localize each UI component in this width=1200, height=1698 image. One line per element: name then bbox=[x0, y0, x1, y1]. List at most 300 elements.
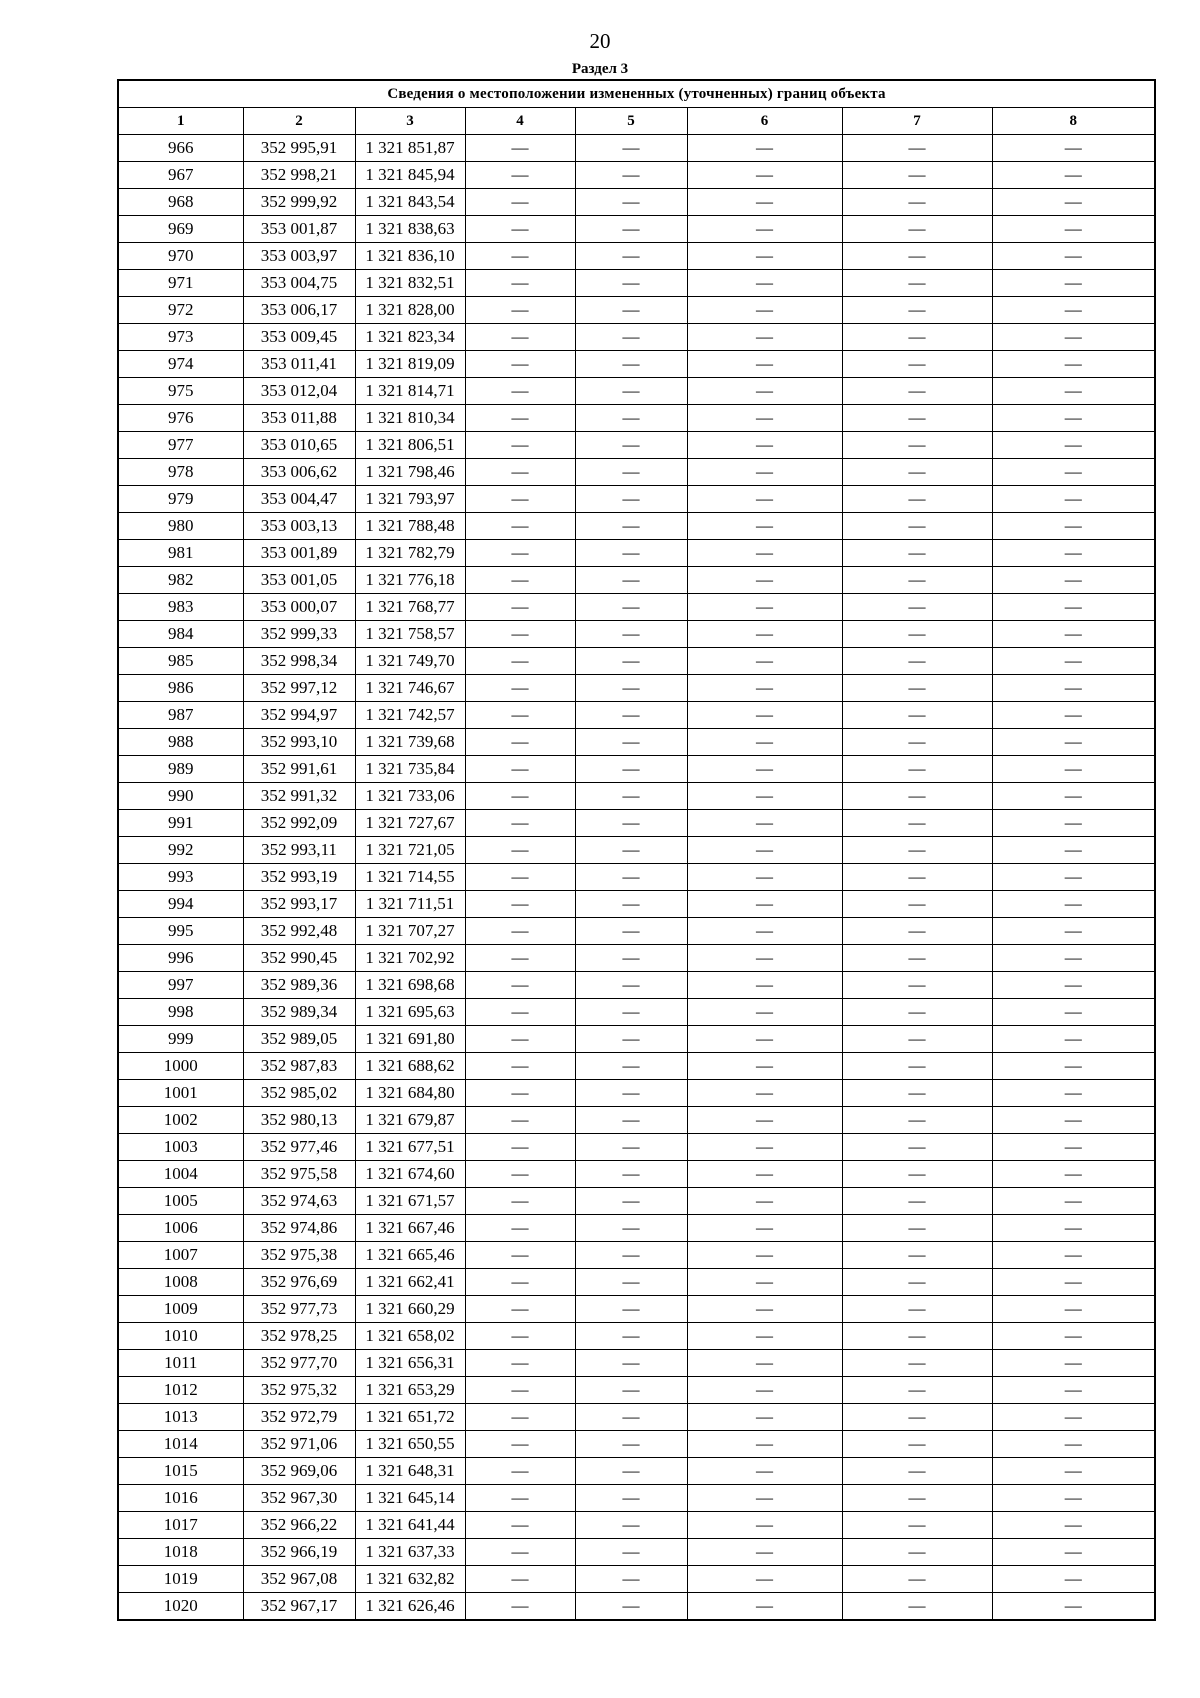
table-row bbox=[118, 1161, 1155, 1188]
empty-value-dash: — bbox=[687, 486, 842, 513]
empty-value-dash: — bbox=[575, 1107, 687, 1134]
empty-value-dash: — bbox=[992, 324, 1155, 351]
table-row bbox=[118, 351, 1155, 378]
empty-value-dash: — bbox=[575, 1431, 687, 1458]
x-coordinate-cell: 353 001,87 bbox=[243, 216, 355, 243]
point-number-cell: 997 bbox=[118, 972, 243, 999]
table-row bbox=[118, 1107, 1155, 1134]
empty-value-dash: — bbox=[842, 1377, 992, 1404]
empty-value-dash: — bbox=[992, 1026, 1155, 1053]
table-row bbox=[118, 810, 1155, 837]
empty-value-dash: — bbox=[842, 675, 992, 702]
empty-value-dash: — bbox=[465, 945, 575, 972]
y-coordinate-cell: 1 321 819,09 bbox=[355, 351, 465, 378]
table-row bbox=[118, 189, 1155, 216]
empty-value-dash: — bbox=[842, 351, 992, 378]
point-number-cell: 1006 bbox=[118, 1215, 243, 1242]
y-coordinate-cell: 1 321 814,71 bbox=[355, 378, 465, 405]
empty-value-dash: — bbox=[465, 135, 575, 162]
empty-value-dash: — bbox=[575, 810, 687, 837]
empty-value-dash: — bbox=[842, 162, 992, 189]
point-number-cell: 984 bbox=[118, 621, 243, 648]
empty-value-dash: — bbox=[687, 918, 842, 945]
x-coordinate-cell: 353 009,45 bbox=[243, 324, 355, 351]
x-coordinate-cell: 352 989,05 bbox=[243, 1026, 355, 1053]
point-number-cell: 1003 bbox=[118, 1134, 243, 1161]
table-row bbox=[118, 864, 1155, 891]
table-header-row bbox=[118, 108, 1155, 135]
empty-value-dash: — bbox=[992, 783, 1155, 810]
y-coordinate-cell: 1 321 832,51 bbox=[355, 270, 465, 297]
table-row bbox=[118, 1053, 1155, 1080]
empty-value-dash: — bbox=[575, 351, 687, 378]
x-coordinate-cell: 352 993,19 bbox=[243, 864, 355, 891]
empty-value-dash: — bbox=[842, 621, 992, 648]
table-row bbox=[118, 945, 1155, 972]
empty-value-dash: — bbox=[842, 432, 992, 459]
coordinates-table-body bbox=[118, 80, 1155, 1620]
empty-value-dash: — bbox=[575, 891, 687, 918]
empty-value-dash: — bbox=[687, 216, 842, 243]
point-number-cell: 967 bbox=[118, 162, 243, 189]
empty-value-dash: — bbox=[687, 1161, 842, 1188]
empty-value-dash: — bbox=[687, 513, 842, 540]
empty-value-dash: — bbox=[575, 1161, 687, 1188]
empty-value-dash: — bbox=[687, 1404, 842, 1431]
empty-value-dash: — bbox=[465, 1350, 575, 1377]
point-number-cell: 1013 bbox=[118, 1404, 243, 1431]
coordinates-table bbox=[117, 79, 1156, 1621]
empty-value-dash: — bbox=[842, 189, 992, 216]
y-coordinate-cell: 1 321 656,31 bbox=[355, 1350, 465, 1377]
y-coordinate-cell: 1 321 843,54 bbox=[355, 189, 465, 216]
empty-value-dash: — bbox=[992, 1134, 1155, 1161]
empty-value-dash: — bbox=[465, 513, 575, 540]
y-coordinate-cell: 1 321 749,70 bbox=[355, 648, 465, 675]
empty-value-dash: — bbox=[992, 1485, 1155, 1512]
empty-value-dash: — bbox=[465, 1593, 575, 1621]
table-row bbox=[118, 837, 1155, 864]
table-row bbox=[118, 999, 1155, 1026]
table-row bbox=[118, 1215, 1155, 1242]
empty-value-dash: — bbox=[842, 945, 992, 972]
empty-value-dash: — bbox=[687, 135, 842, 162]
empty-value-dash: — bbox=[465, 405, 575, 432]
point-number-cell: 971 bbox=[118, 270, 243, 297]
empty-value-dash: — bbox=[575, 675, 687, 702]
empty-value-dash: — bbox=[465, 729, 575, 756]
point-number-cell: 1019 bbox=[118, 1566, 243, 1593]
empty-value-dash: — bbox=[465, 999, 575, 1026]
empty-value-dash: — bbox=[992, 1539, 1155, 1566]
point-number-cell: 1001 bbox=[118, 1080, 243, 1107]
empty-value-dash: — bbox=[687, 405, 842, 432]
empty-value-dash: — bbox=[842, 1323, 992, 1350]
point-number-cell: 1011 bbox=[118, 1350, 243, 1377]
table-row bbox=[118, 1134, 1155, 1161]
empty-value-dash: — bbox=[687, 1080, 842, 1107]
empty-value-dash: — bbox=[842, 135, 992, 162]
empty-value-dash: — bbox=[992, 1188, 1155, 1215]
empty-value-dash: — bbox=[575, 783, 687, 810]
x-coordinate-cell: 353 003,97 bbox=[243, 243, 355, 270]
empty-value-dash: — bbox=[842, 270, 992, 297]
section-title: Раздел 3 bbox=[571, 61, 629, 77]
x-coordinate-cell: 352 977,70 bbox=[243, 1350, 355, 1377]
empty-value-dash: — bbox=[465, 1053, 575, 1080]
y-coordinate-cell: 1 321 671,57 bbox=[355, 1188, 465, 1215]
point-number-cell: 966 bbox=[118, 135, 243, 162]
column-header: 2 bbox=[243, 108, 355, 135]
empty-value-dash: — bbox=[992, 621, 1155, 648]
x-coordinate-cell: 352 967,30 bbox=[243, 1485, 355, 1512]
empty-value-dash: — bbox=[842, 729, 992, 756]
point-number-cell: 977 bbox=[118, 432, 243, 459]
empty-value-dash: — bbox=[575, 729, 687, 756]
point-number-cell: 970 bbox=[118, 243, 243, 270]
empty-value-dash: — bbox=[842, 1539, 992, 1566]
column-header: 3 bbox=[355, 108, 465, 135]
x-coordinate-cell: 353 004,47 bbox=[243, 486, 355, 513]
empty-value-dash: — bbox=[992, 945, 1155, 972]
x-coordinate-cell: 352 974,63 bbox=[243, 1188, 355, 1215]
empty-value-dash: — bbox=[687, 1134, 842, 1161]
point-number-cell: 972 bbox=[118, 297, 243, 324]
empty-value-dash: — bbox=[465, 1323, 575, 1350]
empty-value-dash: — bbox=[842, 1215, 992, 1242]
empty-value-dash: — bbox=[992, 1512, 1155, 1539]
empty-value-dash: — bbox=[687, 189, 842, 216]
empty-value-dash: — bbox=[575, 540, 687, 567]
x-coordinate-cell: 352 978,25 bbox=[243, 1323, 355, 1350]
empty-value-dash: — bbox=[687, 648, 842, 675]
y-coordinate-cell: 1 321 746,67 bbox=[355, 675, 465, 702]
point-number-cell: 980 bbox=[118, 513, 243, 540]
x-coordinate-cell: 352 971,06 bbox=[243, 1431, 355, 1458]
x-coordinate-cell: 352 999,92 bbox=[243, 189, 355, 216]
empty-value-dash: — bbox=[842, 243, 992, 270]
x-coordinate-cell: 352 966,19 bbox=[243, 1539, 355, 1566]
empty-value-dash: — bbox=[465, 756, 575, 783]
empty-value-dash: — bbox=[465, 1539, 575, 1566]
table-caption: Сведения о местоположении измененных (уточненных) границ объекта bbox=[118, 80, 1155, 108]
x-coordinate-cell: 353 001,89 bbox=[243, 540, 355, 567]
x-coordinate-cell: 352 985,02 bbox=[243, 1080, 355, 1107]
empty-value-dash: — bbox=[992, 1296, 1155, 1323]
table-row bbox=[118, 756, 1155, 783]
empty-value-dash: — bbox=[465, 1026, 575, 1053]
table-row bbox=[118, 594, 1155, 621]
empty-value-dash: — bbox=[687, 297, 842, 324]
empty-value-dash: — bbox=[575, 648, 687, 675]
y-coordinate-cell: 1 321 653,29 bbox=[355, 1377, 465, 1404]
empty-value-dash: — bbox=[992, 432, 1155, 459]
x-coordinate-cell: 352 998,21 bbox=[243, 162, 355, 189]
table-row bbox=[118, 297, 1155, 324]
empty-value-dash: — bbox=[575, 756, 687, 783]
y-coordinate-cell: 1 321 695,63 bbox=[355, 999, 465, 1026]
empty-value-dash: — bbox=[465, 837, 575, 864]
y-coordinate-cell: 1 321 828,00 bbox=[355, 297, 465, 324]
table-row bbox=[118, 918, 1155, 945]
y-coordinate-cell: 1 321 721,05 bbox=[355, 837, 465, 864]
empty-value-dash: — bbox=[575, 1458, 687, 1485]
empty-value-dash: — bbox=[842, 891, 992, 918]
empty-value-dash: — bbox=[465, 1269, 575, 1296]
empty-value-dash: — bbox=[687, 1296, 842, 1323]
empty-value-dash: — bbox=[842, 837, 992, 864]
empty-value-dash: — bbox=[465, 1404, 575, 1431]
empty-value-dash: — bbox=[842, 1107, 992, 1134]
empty-value-dash: — bbox=[992, 1377, 1155, 1404]
empty-value-dash: — bbox=[465, 297, 575, 324]
empty-value-dash: — bbox=[842, 1296, 992, 1323]
table-row bbox=[118, 459, 1155, 486]
column-header: 5 bbox=[575, 108, 687, 135]
table-row bbox=[118, 1458, 1155, 1485]
table-row bbox=[118, 675, 1155, 702]
empty-value-dash: — bbox=[992, 540, 1155, 567]
y-coordinate-cell: 1 321 684,80 bbox=[355, 1080, 465, 1107]
empty-value-dash: — bbox=[842, 1566, 992, 1593]
y-coordinate-cell: 1 321 641,44 bbox=[355, 1512, 465, 1539]
table-caption-row bbox=[118, 80, 1155, 108]
y-coordinate-cell: 1 321 711,51 bbox=[355, 891, 465, 918]
table-row bbox=[118, 486, 1155, 513]
y-coordinate-cell: 1 321 714,55 bbox=[355, 864, 465, 891]
empty-value-dash: — bbox=[992, 648, 1155, 675]
empty-value-dash: — bbox=[687, 1593, 842, 1621]
empty-value-dash: — bbox=[575, 837, 687, 864]
empty-value-dash: — bbox=[842, 1485, 992, 1512]
y-coordinate-cell: 1 321 660,29 bbox=[355, 1296, 465, 1323]
empty-value-dash: — bbox=[992, 297, 1155, 324]
point-number-cell: 1007 bbox=[118, 1242, 243, 1269]
point-number-cell: 979 bbox=[118, 486, 243, 513]
table-row bbox=[118, 540, 1155, 567]
empty-value-dash: — bbox=[842, 1053, 992, 1080]
empty-value-dash: — bbox=[575, 513, 687, 540]
empty-value-dash: — bbox=[842, 1188, 992, 1215]
empty-value-dash: — bbox=[687, 594, 842, 621]
empty-value-dash: — bbox=[575, 486, 687, 513]
table-row bbox=[118, 1593, 1155, 1621]
empty-value-dash: — bbox=[687, 1539, 842, 1566]
empty-value-dash: — bbox=[992, 135, 1155, 162]
x-coordinate-cell: 352 977,46 bbox=[243, 1134, 355, 1161]
x-coordinate-cell: 352 989,34 bbox=[243, 999, 355, 1026]
empty-value-dash: — bbox=[842, 864, 992, 891]
point-number-cell: 994 bbox=[118, 891, 243, 918]
y-coordinate-cell: 1 321 836,10 bbox=[355, 243, 465, 270]
empty-value-dash: — bbox=[992, 972, 1155, 999]
empty-value-dash: — bbox=[575, 189, 687, 216]
y-coordinate-cell: 1 321 688,62 bbox=[355, 1053, 465, 1080]
x-coordinate-cell: 352 987,83 bbox=[243, 1053, 355, 1080]
empty-value-dash: — bbox=[992, 270, 1155, 297]
empty-value-dash: — bbox=[465, 1458, 575, 1485]
empty-value-dash: — bbox=[575, 405, 687, 432]
point-number-cell: 1010 bbox=[118, 1323, 243, 1350]
point-number-cell: 1008 bbox=[118, 1269, 243, 1296]
empty-value-dash: — bbox=[687, 1485, 842, 1512]
empty-value-dash: — bbox=[687, 378, 842, 405]
empty-value-dash: — bbox=[687, 459, 842, 486]
empty-value-dash: — bbox=[992, 594, 1155, 621]
x-coordinate-cell: 352 992,09 bbox=[243, 810, 355, 837]
y-coordinate-cell: 1 321 626,46 bbox=[355, 1593, 465, 1621]
empty-value-dash: — bbox=[465, 972, 575, 999]
empty-value-dash: — bbox=[687, 756, 842, 783]
empty-value-dash: — bbox=[575, 702, 687, 729]
table-row bbox=[118, 216, 1155, 243]
empty-value-dash: — bbox=[992, 837, 1155, 864]
empty-value-dash: — bbox=[687, 1215, 842, 1242]
empty-value-dash: — bbox=[992, 405, 1155, 432]
point-number-cell: 974 bbox=[118, 351, 243, 378]
empty-value-dash: — bbox=[992, 459, 1155, 486]
empty-value-dash: — bbox=[687, 810, 842, 837]
empty-value-dash: — bbox=[687, 999, 842, 1026]
empty-value-dash: — bbox=[992, 162, 1155, 189]
empty-value-dash: — bbox=[842, 513, 992, 540]
empty-value-dash: — bbox=[465, 378, 575, 405]
x-coordinate-cell: 353 006,62 bbox=[243, 459, 355, 486]
y-coordinate-cell: 1 321 739,68 bbox=[355, 729, 465, 756]
empty-value-dash: — bbox=[465, 1188, 575, 1215]
y-coordinate-cell: 1 321 742,57 bbox=[355, 702, 465, 729]
empty-value-dash: — bbox=[842, 1080, 992, 1107]
empty-value-dash: — bbox=[575, 1539, 687, 1566]
x-coordinate-cell: 352 993,11 bbox=[243, 837, 355, 864]
column-header: 6 bbox=[687, 108, 842, 135]
x-coordinate-cell: 353 010,65 bbox=[243, 432, 355, 459]
point-number-cell: 1015 bbox=[118, 1458, 243, 1485]
empty-value-dash: — bbox=[575, 1404, 687, 1431]
empty-value-dash: — bbox=[842, 1161, 992, 1188]
empty-value-dash: — bbox=[575, 1269, 687, 1296]
empty-value-dash: — bbox=[687, 783, 842, 810]
empty-value-dash: — bbox=[842, 999, 992, 1026]
empty-value-dash: — bbox=[842, 1269, 992, 1296]
empty-value-dash: — bbox=[842, 918, 992, 945]
empty-value-dash: — bbox=[992, 351, 1155, 378]
point-number-cell: 982 bbox=[118, 567, 243, 594]
empty-value-dash: — bbox=[992, 216, 1155, 243]
empty-value-dash: — bbox=[465, 162, 575, 189]
x-coordinate-cell: 352 966,22 bbox=[243, 1512, 355, 1539]
empty-value-dash: — bbox=[992, 1458, 1155, 1485]
empty-value-dash: — bbox=[687, 432, 842, 459]
y-coordinate-cell: 1 321 823,34 bbox=[355, 324, 465, 351]
empty-value-dash: — bbox=[842, 972, 992, 999]
x-coordinate-cell: 352 992,48 bbox=[243, 918, 355, 945]
point-number-cell: 987 bbox=[118, 702, 243, 729]
empty-value-dash: — bbox=[687, 1566, 842, 1593]
table-row bbox=[118, 1269, 1155, 1296]
x-coordinate-cell: 353 011,41 bbox=[243, 351, 355, 378]
page-number: 20 bbox=[589, 29, 611, 53]
point-number-cell: 992 bbox=[118, 837, 243, 864]
table-row bbox=[118, 1296, 1155, 1323]
x-coordinate-cell: 352 969,06 bbox=[243, 1458, 355, 1485]
point-number-cell: 998 bbox=[118, 999, 243, 1026]
empty-value-dash: — bbox=[992, 378, 1155, 405]
empty-value-dash: — bbox=[687, 621, 842, 648]
empty-value-dash: — bbox=[465, 1080, 575, 1107]
point-number-cell: 1016 bbox=[118, 1485, 243, 1512]
y-coordinate-cell: 1 321 674,60 bbox=[355, 1161, 465, 1188]
x-coordinate-cell: 352 977,73 bbox=[243, 1296, 355, 1323]
empty-value-dash: — bbox=[687, 1431, 842, 1458]
y-coordinate-cell: 1 321 810,34 bbox=[355, 405, 465, 432]
point-number-cell: 985 bbox=[118, 648, 243, 675]
empty-value-dash: — bbox=[992, 243, 1155, 270]
x-coordinate-cell: 352 995,91 bbox=[243, 135, 355, 162]
point-number-cell: 999 bbox=[118, 1026, 243, 1053]
table-row bbox=[118, 783, 1155, 810]
empty-value-dash: — bbox=[465, 1134, 575, 1161]
empty-value-dash: — bbox=[842, 1512, 992, 1539]
point-number-cell: 975 bbox=[118, 378, 243, 405]
empty-value-dash: — bbox=[465, 1296, 575, 1323]
empty-value-dash: — bbox=[465, 459, 575, 486]
empty-value-dash: — bbox=[842, 216, 992, 243]
table-row bbox=[118, 729, 1155, 756]
empty-value-dash: — bbox=[575, 1566, 687, 1593]
empty-value-dash: — bbox=[465, 243, 575, 270]
table-row bbox=[118, 648, 1155, 675]
empty-value-dash: — bbox=[992, 189, 1155, 216]
empty-value-dash: — bbox=[465, 1377, 575, 1404]
x-coordinate-cell: 352 994,97 bbox=[243, 702, 355, 729]
empty-value-dash: — bbox=[575, 918, 687, 945]
empty-value-dash: — bbox=[465, 270, 575, 297]
point-number-cell: 973 bbox=[118, 324, 243, 351]
x-coordinate-cell: 353 011,88 bbox=[243, 405, 355, 432]
empty-value-dash: — bbox=[842, 1026, 992, 1053]
empty-value-dash: — bbox=[687, 1107, 842, 1134]
empty-value-dash: — bbox=[465, 918, 575, 945]
x-coordinate-cell: 353 003,13 bbox=[243, 513, 355, 540]
empty-value-dash: — bbox=[687, 1323, 842, 1350]
empty-value-dash: — bbox=[842, 486, 992, 513]
empty-value-dash: — bbox=[992, 1404, 1155, 1431]
empty-value-dash: — bbox=[687, 675, 842, 702]
table-row bbox=[118, 1566, 1155, 1593]
y-coordinate-cell: 1 321 702,92 bbox=[355, 945, 465, 972]
point-number-cell: 983 bbox=[118, 594, 243, 621]
empty-value-dash: — bbox=[465, 486, 575, 513]
x-coordinate-cell: 352 976,69 bbox=[243, 1269, 355, 1296]
empty-value-dash: — bbox=[575, 162, 687, 189]
empty-value-dash: — bbox=[575, 1350, 687, 1377]
empty-value-dash: — bbox=[575, 1134, 687, 1161]
empty-value-dash: — bbox=[575, 216, 687, 243]
empty-value-dash: — bbox=[992, 864, 1155, 891]
empty-value-dash: — bbox=[465, 1431, 575, 1458]
empty-value-dash: — bbox=[842, 1593, 992, 1621]
point-number-cell: 993 bbox=[118, 864, 243, 891]
table-row bbox=[118, 891, 1155, 918]
empty-value-dash: — bbox=[992, 1566, 1155, 1593]
empty-value-dash: — bbox=[842, 1350, 992, 1377]
point-number-cell: 1002 bbox=[118, 1107, 243, 1134]
empty-value-dash: — bbox=[575, 432, 687, 459]
table-row bbox=[118, 1188, 1155, 1215]
point-number-cell: 995 bbox=[118, 918, 243, 945]
empty-value-dash: — bbox=[842, 324, 992, 351]
